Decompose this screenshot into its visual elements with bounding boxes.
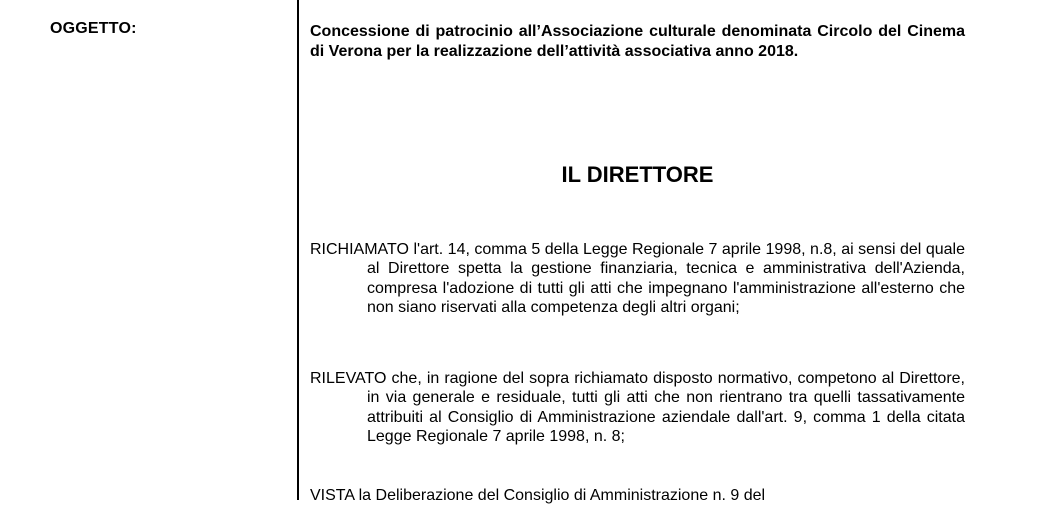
paragraph-vista: VISTA la Deliberazione del Consiglio di Amministrazione n. 9 del [310,487,766,504]
section-heading: IL DIRETTORE [561,162,714,187]
subject-text: Concessione di patrocinio all’Associazione culturale denominata Circolo del Cinema di Verona per la realizzazione dell’attività associativa anno 2018. [310,23,965,60]
paragraph-richiamato: RICHIAMATO l'art. 14, comma 5 della Legge Regionale 7 aprile 1998, n.8, ai sensi del quale al Direttore spetta la gestione finanziaria, tecnica e amministrativa dell'Azienda, compresa l'adozione di tutti gli atti che impegnano l'amministrazione all'esterno che non siano riservati alla competenza degli altri organi; [310,241,965,316]
subject-label: OGGETTO: [50,20,137,37]
paragraph-rilevato: RILEVATO che, in ragione del sopra richiamato disposto normativo, competono al Direttore, in via generale e residuale, tutti gli atti che non rientrano tra quelli tassativamente attribuiti al Consiglio di Amministrazione aziendale dall'art. 9, comma 1 della citata Legge Regionale 7 aprile 1998, n. 8; [310,370,965,445]
column-divider [297,0,299,500]
